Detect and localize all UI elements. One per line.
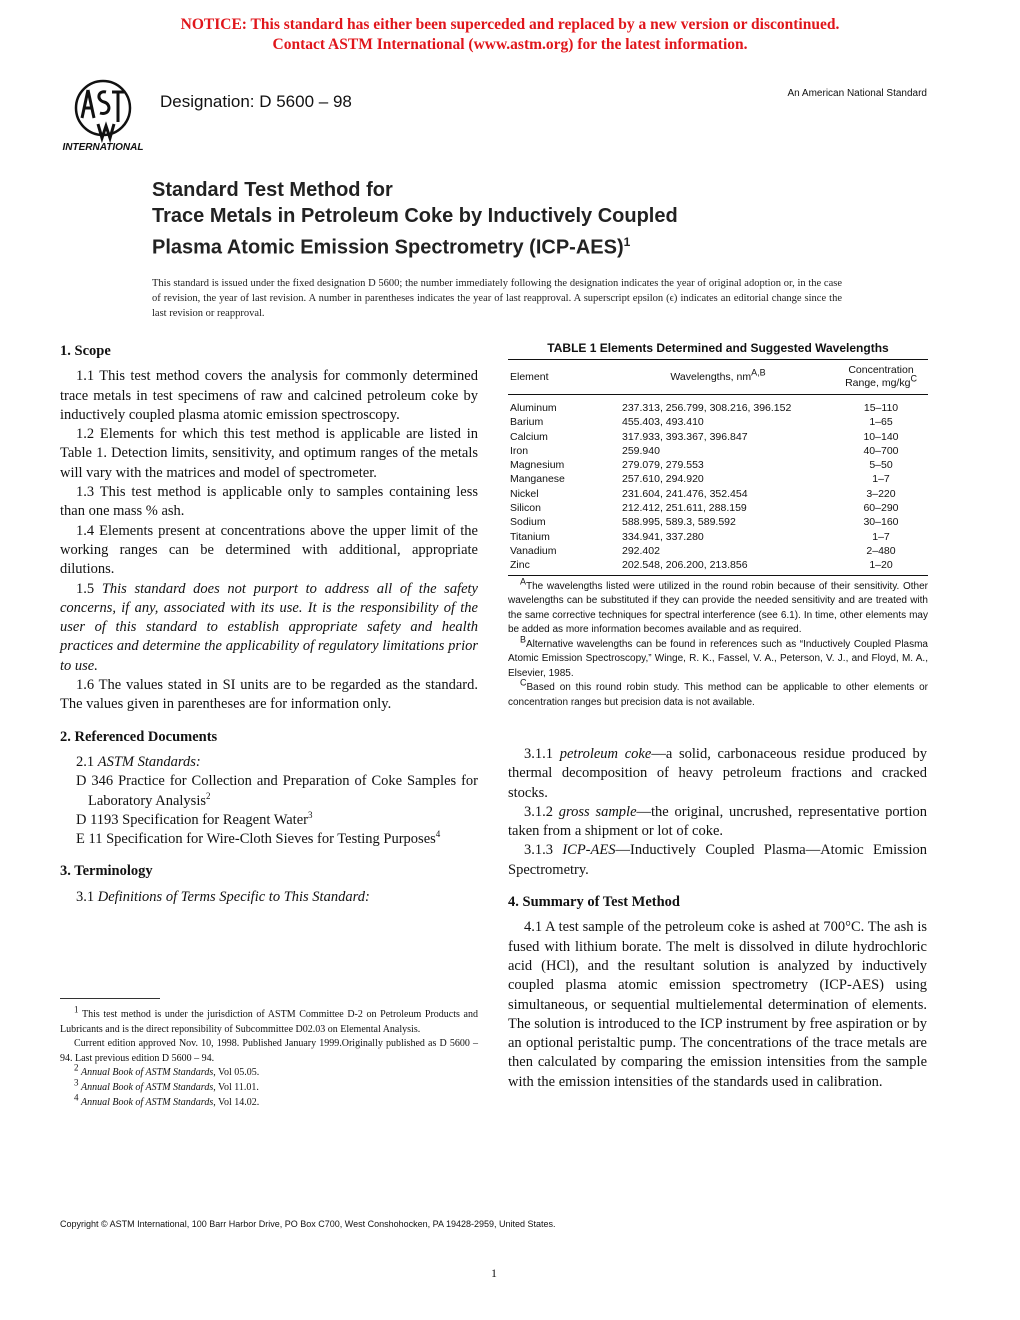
reference-text: D 1193 Specification for Reagent Water — [76, 811, 308, 828]
para-3-1-2-text: —the original, uncrushed, representative portion taken from a shipment or lot of coke. — [508, 803, 927, 840]
table-row — [508, 415, 928, 429]
footnote-mark: 2 — [74, 1063, 79, 1074]
cell-range: 1–7 — [872, 530, 890, 543]
reference-item — [60, 811, 478, 830]
para-1-5 — [60, 580, 478, 676]
section-2-heading: 2. Referenced Documents — [60, 728, 218, 745]
para-3-1-1-text: —a solid, carbonaceous residue produced by thermal decomposition of heavy petroleum fractions and cracked stocks. — [508, 746, 928, 801]
para-3-1-3 — [508, 841, 927, 880]
cell-element: Vanadium — [510, 544, 557, 557]
section-3-heading: 3. Terminology — [60, 863, 153, 880]
table-note-text: Alternative wavelengths can be found in references such as “Inductively Coupled Plasma Atomic Emission Spectroscopy,” Winge, R. K., Fassel, V. A., Peterson, V. J., and Floyd, M. A., Elsevier, 1985. — [508, 638, 928, 679]
para-3-1-1 — [508, 745, 927, 803]
para-3-1 — [60, 888, 478, 907]
footnotes — [60, 1004, 478, 1110]
para-1-2: 1.2 Elements for which this test method is applicable are listed in Table 1. Detection limits, sensitivity, and optimum ranges of the metals will vary with the matrices and model of spectrometer. — [60, 426, 478, 481]
table-note-text: The wavelengths listed were utilized in the round robin because of their sensitivity. Other wavelengths can be substituted if they can provide the needed sensitivity and are treated with the same corrective techniques for spectral interference (see 6.1). In time, other elements may be added as more information becomes available and as required. — [508, 580, 928, 636]
table-row — [508, 444, 928, 458]
cell-wavelengths: 237.313, 256.799, 308.216, 396.152 — [622, 402, 792, 414]
header-wavelengths-sup: A,B — [751, 367, 766, 377]
title-line-2: Trace Metals in Petroleum Coke by Inductively Coupled — [152, 205, 678, 227]
cell-element: Nickel — [510, 487, 539, 500]
reference-sup: 4 — [435, 829, 441, 840]
para-1-3: 1.3 This test method is applicable only to samples containing less than one mass % ash. — [60, 484, 478, 520]
cell-wavelengths: 334.941, 337.280 — [622, 530, 704, 543]
cell-wavelengths: 279.079, 279.553 — [622, 459, 704, 472]
table-row — [508, 487, 928, 501]
cell-range: 1–65 — [869, 416, 893, 429]
cell-element: Zinc — [510, 559, 530, 572]
footnote-1 — [60, 1004, 478, 1037]
footnote-mark: 1 — [74, 1004, 79, 1015]
para-3-1-1-num: 3.1.1 — [524, 746, 560, 762]
title-line-1: Standard Test Method for — [152, 179, 393, 201]
reference-item — [60, 830, 478, 849]
cell-wavelengths: 259.940 — [622, 444, 660, 457]
table-row — [508, 558, 928, 575]
footnote-mark: 4 — [74, 1092, 79, 1103]
footnote-rule — [60, 998, 160, 999]
cell-wavelengths: 317.933, 393.367, 396.847 — [622, 430, 748, 443]
table-row — [508, 515, 928, 529]
table-note-mark: C — [520, 677, 527, 688]
logo-caption: INTERNATIONAL — [62, 142, 144, 153]
cell-element: Magnesium — [510, 459, 565, 472]
para-3-1-2-term: gross sample — [558, 803, 637, 820]
cell-range: 60–290 — [863, 502, 899, 515]
footnote-2 — [60, 1063, 478, 1081]
para-1-5-text: This standard does not purport to address all of the safety concerns, if any, associated with its use. It is the responsibility of the user of this standard to establish appropriate safety and health practices and determine the applicability of regulatory limitations prior to use. — [60, 580, 478, 674]
cell-wavelengths: 455.403, 493.410 — [622, 416, 704, 429]
para-2-1-num: 2.1 — [76, 753, 98, 770]
cell-wavelengths: 231.604, 241.476, 352.454 — [622, 487, 748, 500]
table-body — [508, 395, 928, 576]
cell-element: Aluminum — [510, 402, 557, 414]
cell-element: Barium — [510, 416, 544, 429]
header-conc-line-2 — [836, 373, 926, 390]
title-footnote-mark: 1 — [623, 235, 631, 249]
cell-range: 1–7 — [872, 473, 890, 486]
footnote-text: Annual Book of ASTM Standards — [81, 1067, 214, 1079]
cell-wavelengths: 292.402 — [622, 544, 660, 557]
right-column — [508, 745, 927, 1092]
header-wavelengths-text: Wavelengths, nm — [670, 370, 752, 383]
para-3-1-num: 3.1 — [76, 888, 98, 905]
cell-element: Manganese — [510, 473, 565, 486]
title-line-3 — [152, 229, 912, 261]
elements-table — [508, 359, 928, 576]
footnote-text: This test method is under the jurisdiction of ASTM Committee D-2 on Petroleum Products and Lubricants and is the direct reponsibility of Subcommittee D02.03 on Elemental Analysis. — [60, 1009, 478, 1035]
table-row — [508, 395, 928, 416]
para-1-4: 1.4 Elements present at concentrations above the upper limit of the working ranges can be determined with additional, appropriate dilutions. — [60, 522, 478, 578]
footnote-3 — [60, 1077, 478, 1096]
table-row — [508, 472, 928, 486]
cell-element: Titanium — [510, 530, 550, 543]
issued-note: This standard is issued under the fixed designation D 5600; the number immediately following the designation indicates the year of original adoption or, in the case of revision, the year of last revision. A number in parentheses indicates the year of last reapproval. A superscript epsilon (ϵ) indicates an editorial change since the last revision or reapproval. — [152, 278, 842, 319]
header-element: Element — [510, 370, 549, 383]
cell-range: 1–20 — [869, 559, 893, 572]
copyright: Copyright © ASTM International, 100 Barr Harbor Drive, PO Box C700, West Conshohocken, PA 19428-2959, United States. — [60, 1219, 556, 1229]
table-note-text: Based on this round robin study. This method can be applicable to other elements or concentration ranges but precision data is not available. — [508, 682, 928, 708]
reference-text: D 346 Practice for Collection and Preparation of Coke Samples for Laboratory Analysis — [76, 773, 478, 809]
reference-sup: 2 — [206, 790, 211, 801]
para-4-1: 4.1 A test sample of the petroleum coke is ashed at 700°C. The ash is fused with lithium borate. The melt is dissolved in dilute hydrochloric acid (HCl), and the resultant solution is analyzed by inductively coupled plasma atomic emission spectrometry (ICP-AES) using simultaneous, or sequential multielemental determination of elements. The solution is introduced to the ICP instrument by free aspiration or by an optional peristaltic pump. The concentrations of the trace metals are then calculated by comparing the emission intensities from the sample with the emission intensities of the standards used in calibration. — [508, 919, 927, 1090]
cell-range: 40–700 — [863, 444, 899, 457]
cell-range: 5–50 — [869, 459, 893, 472]
para-1-5-num: 1.5 — [76, 580, 102, 597]
header-conc-line-1: Concentration — [848, 364, 914, 376]
reference-list — [60, 772, 478, 849]
cell-wavelengths: 212.412, 251.611, 288.159 — [622, 502, 747, 515]
para-3-1-1-term: petroleum coke — [559, 746, 652, 762]
header-wavelengths — [602, 360, 834, 395]
table-row — [508, 458, 928, 472]
para-3-1-2-num: 3.1.2 — [524, 803, 559, 820]
cell-element: Iron — [510, 444, 529, 457]
para-3-1-text: Definitions of Terms Specific to This Standard: — [97, 888, 370, 905]
para-3-1-3-text: —Inductively Coupled Plasma—Atomic Emission Spectrometry. — [508, 842, 927, 878]
footnote-vol: , Vol 05.05. — [213, 1067, 260, 1079]
table-row — [508, 501, 928, 515]
national-standard-label: An American National Standard — [787, 88, 927, 99]
footnote-text: Annual Book of ASTM Standards — [81, 1096, 214, 1108]
cell-element: Calcium — [510, 430, 548, 443]
notice-line-1: NOTICE: This standard has either been superceded and replaced by a new version or discontinued. — [180, 16, 840, 33]
reference-sup: 3 — [307, 810, 313, 820]
para-1-6: 1.6 The values stated in SI units are to be regarded as the standard. The values given in parentheses are for information only. — [60, 677, 478, 713]
cell-range: 3–220 — [866, 487, 896, 500]
title-line-3-text: Plasma Atomic Emission Spectrometry (ICP-AES) — [152, 236, 624, 259]
table-note-a — [508, 576, 928, 638]
table-1 — [508, 341, 928, 710]
header-conc-line-2-text: Range, mg/kg — [845, 377, 911, 389]
table-note-b — [508, 634, 928, 682]
cell-element: Silicon — [510, 502, 541, 515]
cell-range: 15–110 — [863, 402, 899, 414]
cell-element: Sodium — [510, 516, 546, 529]
cell-range: 2–480 — [866, 544, 896, 557]
cell-wavelengths: 257.610, 294.920 — [622, 473, 704, 486]
section-4-heading: 4. Summary of Test Method — [508, 894, 680, 911]
header-conc-sup: C — [910, 373, 917, 384]
notice-line-2: Contact ASTM International (www.astm.org) for the latest information. — [272, 36, 748, 53]
header-concentration — [834, 360, 928, 395]
para-2-1-text: ASTM Standards: — [97, 753, 201, 770]
para-2-1 — [60, 753, 478, 772]
footnote-1b: Current edition approved Nov. 10, 1998. Published January 1999.Originally published as D 5600 – 94. Last previous edition D 5600 – 94. — [60, 1038, 478, 1064]
footnote-vol: , Vol 14.02. — [213, 1096, 260, 1108]
document-title — [152, 177, 912, 261]
para-3-1-3-num: 3.1.3 — [524, 842, 563, 859]
left-column — [60, 342, 478, 907]
reference-text: E 11 Specification for Wire-Cloth Sieves for Testing Purposes — [76, 831, 436, 848]
footnote-vol: , Vol 11.01. — [213, 1081, 259, 1093]
footnote-mark: 3 — [74, 1077, 79, 1088]
table-header-row — [508, 360, 928, 395]
astm-logo — [58, 78, 148, 154]
cell-wavelengths: 588.995, 589.3, 589.592 — [622, 516, 736, 529]
table-note-mark: A — [520, 576, 527, 587]
cell-range: 30–160 — [863, 516, 899, 529]
table-note-c — [508, 677, 928, 710]
para-1-1: 1.1 This test method covers the analysis for commonly determined trace metals in test specimens of raw and calcined petroleum coke by inductively coupled plasma atomic emission spectroscopy. — [60, 368, 478, 423]
table-title: TABLE 1 Elements Determined and Suggested Wavelengths — [547, 341, 889, 355]
designation: Designation: D 5600 – 98 — [160, 92, 352, 111]
table-row — [508, 544, 928, 558]
para-3-1-3-term: ICP-AES — [562, 842, 616, 859]
table-notes — [508, 576, 928, 711]
section-1-heading: 1. Scope — [60, 343, 111, 359]
table-row — [508, 430, 928, 444]
cell-range: 10–140 — [863, 430, 899, 443]
footnote-4 — [60, 1092, 478, 1111]
table-note-mark: B — [520, 634, 527, 645]
cell-wavelengths: 202.548, 206.200, 213.856 — [622, 559, 748, 572]
notice-banner — [0, 15, 1020, 55]
footnote-text: Annual Book of ASTM Standards — [81, 1081, 214, 1093]
page-number: 1 — [491, 1266, 497, 1280]
reference-item — [60, 772, 478, 811]
para-3-1-2 — [508, 803, 927, 842]
table-row — [508, 530, 928, 544]
